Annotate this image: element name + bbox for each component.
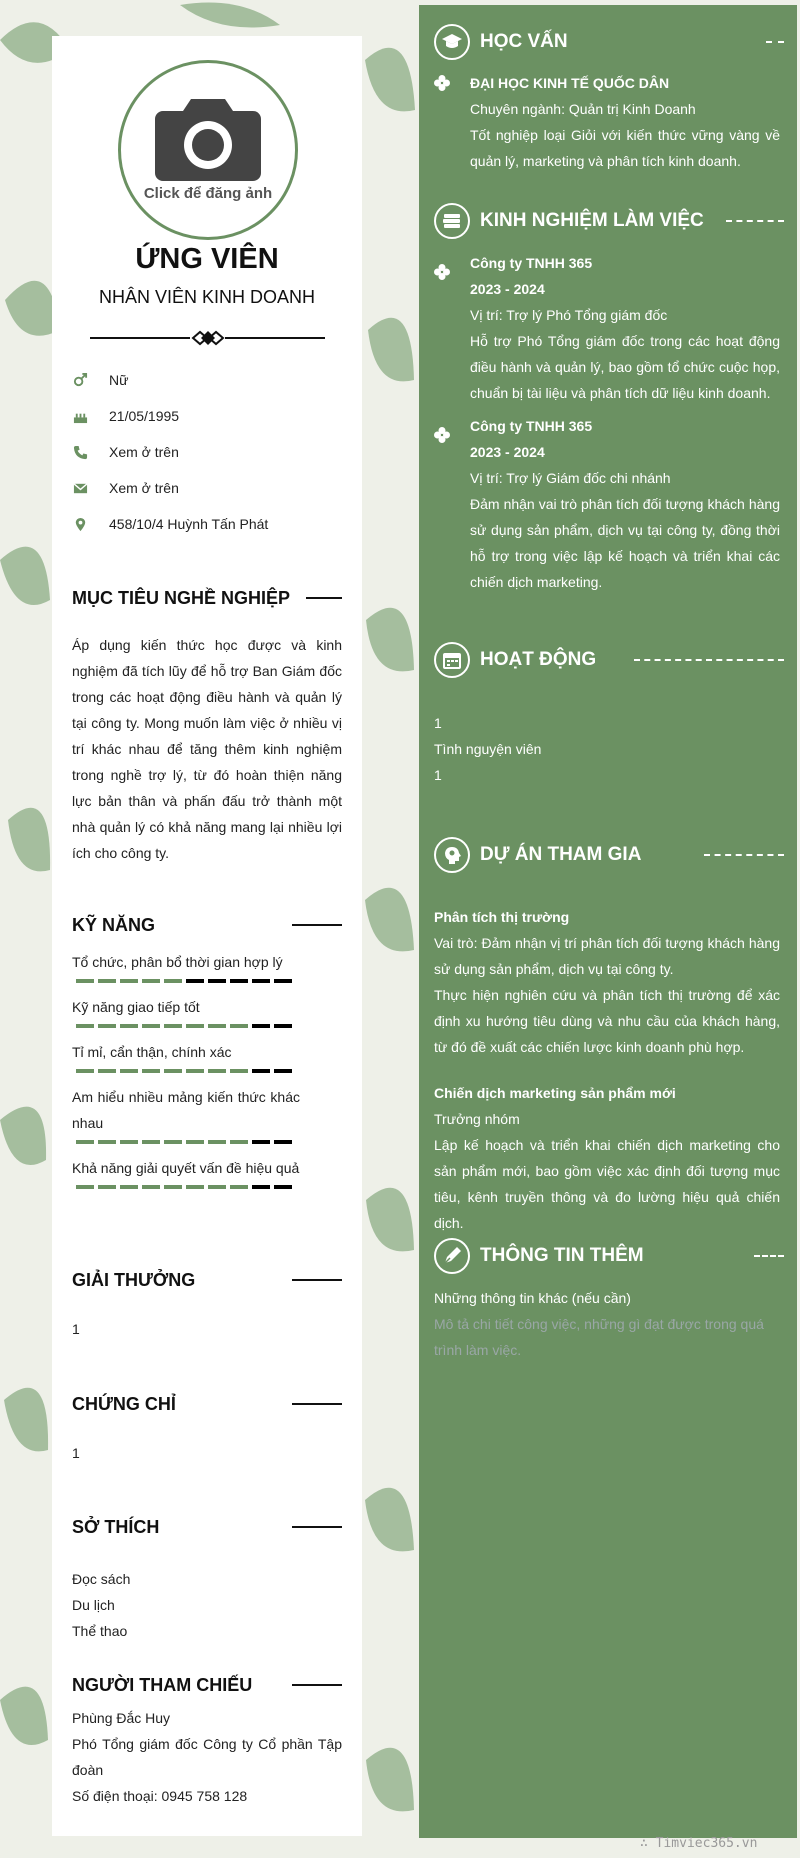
awards-text: 1 xyxy=(72,1321,80,1337)
skills-header xyxy=(72,913,342,937)
project-name: Phân tích thị trường xyxy=(434,909,570,925)
experience-company: Công ty TNHH 365 xyxy=(470,418,593,434)
skill-level-segment xyxy=(142,1024,160,1028)
skill-level-segment xyxy=(230,979,248,983)
skill-level-segment xyxy=(76,1069,94,1073)
skill-level-segment xyxy=(186,1185,204,1189)
awards-header xyxy=(72,1268,342,1292)
email-icon xyxy=(72,480,88,496)
skill-level-segment xyxy=(252,1024,270,1028)
birthday-value: 21/05/1995 xyxy=(109,408,180,424)
skill-level-segment xyxy=(274,1069,292,1073)
experience-company: Công ty TNHH 365 xyxy=(470,255,593,271)
education-header xyxy=(434,23,784,61)
skill-level-segment xyxy=(164,979,182,983)
hobby-item: Thể thao xyxy=(72,1623,128,1639)
phone-value: Xem ở trên xyxy=(109,444,179,460)
more-info-placeholder[interactable]: Mô tả chi tiết công việc, những gì đạt được trong quá trình làm việc. xyxy=(434,1316,764,1358)
skill-level-segment xyxy=(142,979,160,983)
activities-line: 1 xyxy=(434,715,442,731)
candidate-job-title: NHÂN VIÊN KINH DOANH xyxy=(98,287,316,307)
skill-level-segment xyxy=(76,1185,94,1189)
references-header xyxy=(72,1673,342,1697)
project-role: Vai trò: Đảm nhận vị trí phân tích đối tượng khách hàng sử dụng sản phẩm, dịch vụ tại công ty. xyxy=(434,935,780,977)
skill-level-segment xyxy=(252,1140,270,1144)
skill-level-bar xyxy=(76,1069,342,1073)
awards-title: GIẢI THƯỞNG xyxy=(72,1269,196,1290)
project-description: Lập kế hoạch và triển khai chiến dịch marketing cho sản phẩm mới, bao gồm việc xác định đối tượng mục tiêu, kênh truyền thông và đo lường hiệu quả chiến dịch. xyxy=(434,1137,780,1231)
education-entry xyxy=(470,70,780,174)
activities-header xyxy=(434,641,784,679)
skill-level-segment xyxy=(98,1140,116,1144)
skill-level-segment xyxy=(98,1185,116,1189)
objective-text: Áp dụng kiến thức học được và kinh nghiệm đã tích lũy để hỗ trợ Ban Giám đốc trong các hoạt động điều hành và quản lý tại công ty. Mong muốn làm việc ở nhiều vị trí khác nhau để tăng thêm kinh nghiệm trong nghề trợ lý, từ đó hoàn thiện năng lực bản thân và phấn đấu trở thành một nhà quản lý có khả năng mang lại nhiều lợi ích cho công ty. xyxy=(72,637,342,861)
phone-icon xyxy=(72,444,88,460)
calendar-icon xyxy=(434,642,470,678)
experience-header xyxy=(434,202,784,240)
experience-description: Đảm nhận vai trò phân tích đối tượng khách hàng sử dụng sản phẩm, dịch vụ tại công ty, đồng thời hỗ trợ trong việc lập kế hoạch và triển khai các chiến dịch marketing. xyxy=(470,496,780,590)
location-pin-icon xyxy=(72,516,88,532)
skill-level-segment xyxy=(230,1140,248,1144)
address-row xyxy=(72,513,352,535)
birthday-cake-icon xyxy=(72,408,88,424)
skill-level-segment xyxy=(208,1140,226,1144)
activities-role: Tình nguyện viên xyxy=(434,741,542,757)
skill-level-segment xyxy=(120,979,138,983)
skill-name: Tổ chức, phân bổ thời gian hợp lý xyxy=(72,954,283,970)
experience-position: Vị trí: Trợ lý Phó Tổng giám đốc xyxy=(470,307,668,323)
project-entry xyxy=(434,1080,780,1236)
skill-level-segment xyxy=(252,979,270,983)
skill-level-segment xyxy=(98,1024,116,1028)
books-icon xyxy=(434,203,470,239)
certificates-text: 1 xyxy=(72,1445,80,1461)
skill-level-segment xyxy=(76,1140,94,1144)
skill-level-segment xyxy=(164,1140,182,1144)
skill-level-segment xyxy=(164,1069,182,1073)
skill-item xyxy=(72,949,342,983)
more-info-header xyxy=(434,1237,784,1275)
flower-bullet-icon xyxy=(434,427,450,443)
hobbies-header xyxy=(72,1515,342,1539)
email-value: Xem ở trên xyxy=(109,480,179,496)
skill-name: Khả năng giải quyết vấn đề hiệu quả xyxy=(72,1160,300,1176)
more-info-text: Những thông tin khác (nếu cần) xyxy=(434,1290,631,1306)
skill-level-segment xyxy=(186,1069,204,1073)
skill-level-segment xyxy=(120,1185,138,1189)
projects-header xyxy=(434,836,784,874)
flower-bullet-icon xyxy=(434,264,450,280)
skill-item xyxy=(72,1039,342,1073)
skill-level-segment xyxy=(76,979,94,983)
reference-position: Phó Tổng giám đốc Công ty Cổ phần Tập đoàn xyxy=(72,1736,342,1778)
skill-level-bar xyxy=(76,1140,300,1144)
objective-title: MỤC TIÊU NGHỀ NGHIỆP xyxy=(72,587,291,608)
skill-level-segment xyxy=(274,979,292,983)
hobby-item: Du lịch xyxy=(72,1597,115,1613)
skill-level-segment xyxy=(142,1140,160,1144)
education-title: HỌC VẤN xyxy=(480,31,568,52)
skill-level-segment xyxy=(186,1140,204,1144)
certificates-title: CHỨNG CHỈ xyxy=(72,1393,176,1414)
skill-level-segment xyxy=(252,1185,270,1189)
skill-level-segment xyxy=(230,1185,248,1189)
skill-level-segment xyxy=(208,1024,226,1028)
experience-description: Hỗ trợ Phó Tổng giám đốc trong các hoạt động điều hành và quản lý, bao gồm tổ chức cuộc họp, chuẩn bị tài liệu và phân tích dữ liệu kinh doanh. xyxy=(470,333,780,401)
experience-entry xyxy=(470,250,780,406)
education-description: Tốt nghiệp loại Giỏi với kiến thức vững vàng về quản lý, marketing và phân tích kinh doanh. xyxy=(470,127,780,169)
skill-level-segment xyxy=(274,1185,292,1189)
hobbies-title: SỞ THÍCH xyxy=(72,1516,160,1537)
address-value: 458/10/4 Huỳnh Tấn Phát xyxy=(109,516,269,532)
skill-item xyxy=(72,1155,300,1189)
experience-period: 2023 - 2024 xyxy=(470,444,545,460)
skill-level-segment xyxy=(120,1069,138,1073)
activities-line: 1 xyxy=(434,767,442,783)
skill-level-bar xyxy=(76,1185,300,1189)
gender-icon xyxy=(72,372,88,388)
skill-level-segment xyxy=(208,979,226,983)
activities-title: HOẠT ĐỘNG xyxy=(480,649,597,670)
skill-item xyxy=(72,994,342,1028)
ornament-divider xyxy=(90,330,325,346)
avatar-label: Click để đăng ảnh xyxy=(143,184,273,202)
camera-icon xyxy=(153,93,263,183)
experience-position: Vị trí: Trợ lý Giám đốc chi nhánh xyxy=(470,470,671,486)
project-role: Trưởng nhóm xyxy=(434,1111,520,1127)
skill-level-segment xyxy=(230,1024,248,1028)
graduation-cap-icon xyxy=(434,24,470,60)
objective-header xyxy=(72,586,342,610)
references-title: NGƯỜI THAM CHIẾU xyxy=(72,1674,253,1695)
skill-name: Kỹ năng giao tiếp tốt xyxy=(72,999,200,1015)
projects-title: DỰ ÁN THAM GIA xyxy=(480,844,642,865)
project-description: Thực hiện nghiên cứu và phân tích thị trường để xác định xu hướng tiêu dùng và nhu cầu của khách hàng, từ đó đề xuất các chiến lược kinh doanh phù hợp. xyxy=(434,987,780,1055)
experience-title: KINH NGHIỆM LÀM VIỆC xyxy=(480,210,704,231)
skill-level-segment xyxy=(164,1185,182,1189)
gender-value: Nữ xyxy=(109,372,129,388)
skill-level-segment xyxy=(252,1069,270,1073)
skill-level-segment xyxy=(274,1024,292,1028)
experience-entry xyxy=(470,413,780,595)
watermark: ∴ Timviec365.vn xyxy=(640,1836,758,1851)
skill-level-segment xyxy=(186,1024,204,1028)
more-info-title: THÔNG TIN THÊM xyxy=(480,1245,644,1266)
education-major: Chuyên ngành: Quản trị Kinh Doanh xyxy=(470,101,696,117)
skill-level-segment xyxy=(186,979,204,983)
skill-level-segment xyxy=(208,1185,226,1189)
skills-title: KỸ NĂNG xyxy=(72,914,156,935)
skill-level-segment xyxy=(98,1069,116,1073)
skill-item xyxy=(72,1084,300,1144)
skill-level-bar xyxy=(76,979,342,983)
flower-bullet-icon xyxy=(434,75,450,91)
birthday-row xyxy=(72,405,352,427)
skill-level-segment xyxy=(274,1140,292,1144)
reference-name: Phùng Đắc Huy xyxy=(72,1710,171,1726)
experience-period: 2023 - 2024 xyxy=(470,281,545,297)
certificates-header xyxy=(72,1392,342,1416)
skill-level-segment xyxy=(76,1024,94,1028)
skill-level-bar xyxy=(76,1024,342,1028)
skill-level-segment xyxy=(230,1069,248,1073)
skill-level-segment xyxy=(208,1069,226,1073)
pen-nib-icon xyxy=(434,1238,470,1274)
project-entry xyxy=(434,904,780,1060)
project-name: Chiến dịch marketing sản phẩm mới xyxy=(434,1085,676,1101)
hobby-item: Đọc sách xyxy=(72,1571,131,1587)
skill-name: Am hiểu nhiều mảng kiến thức khác nhau xyxy=(72,1089,300,1131)
avatar-upload-button[interactable] xyxy=(118,60,298,240)
reference-phone: Số điện thoại: 0945 758 128 xyxy=(72,1788,248,1804)
skill-level-segment xyxy=(164,1024,182,1028)
brain-gear-icon xyxy=(434,837,470,873)
gender-row xyxy=(72,369,352,391)
email-row xyxy=(72,477,352,499)
phone-row xyxy=(72,441,352,463)
skill-level-segment xyxy=(142,1185,160,1189)
skill-level-segment xyxy=(120,1024,138,1028)
skill-level-segment xyxy=(120,1140,138,1144)
candidate-name: ỨNG VIÊN xyxy=(135,243,279,275)
skill-level-segment xyxy=(98,979,116,983)
education-school: ĐẠI HỌC KINH TẾ QUỐC DÂN xyxy=(470,75,670,91)
skill-name: Tỉ mỉ, cẩn thận, chính xác xyxy=(72,1044,232,1060)
skill-level-segment xyxy=(142,1069,160,1073)
activities-entry xyxy=(434,710,780,788)
